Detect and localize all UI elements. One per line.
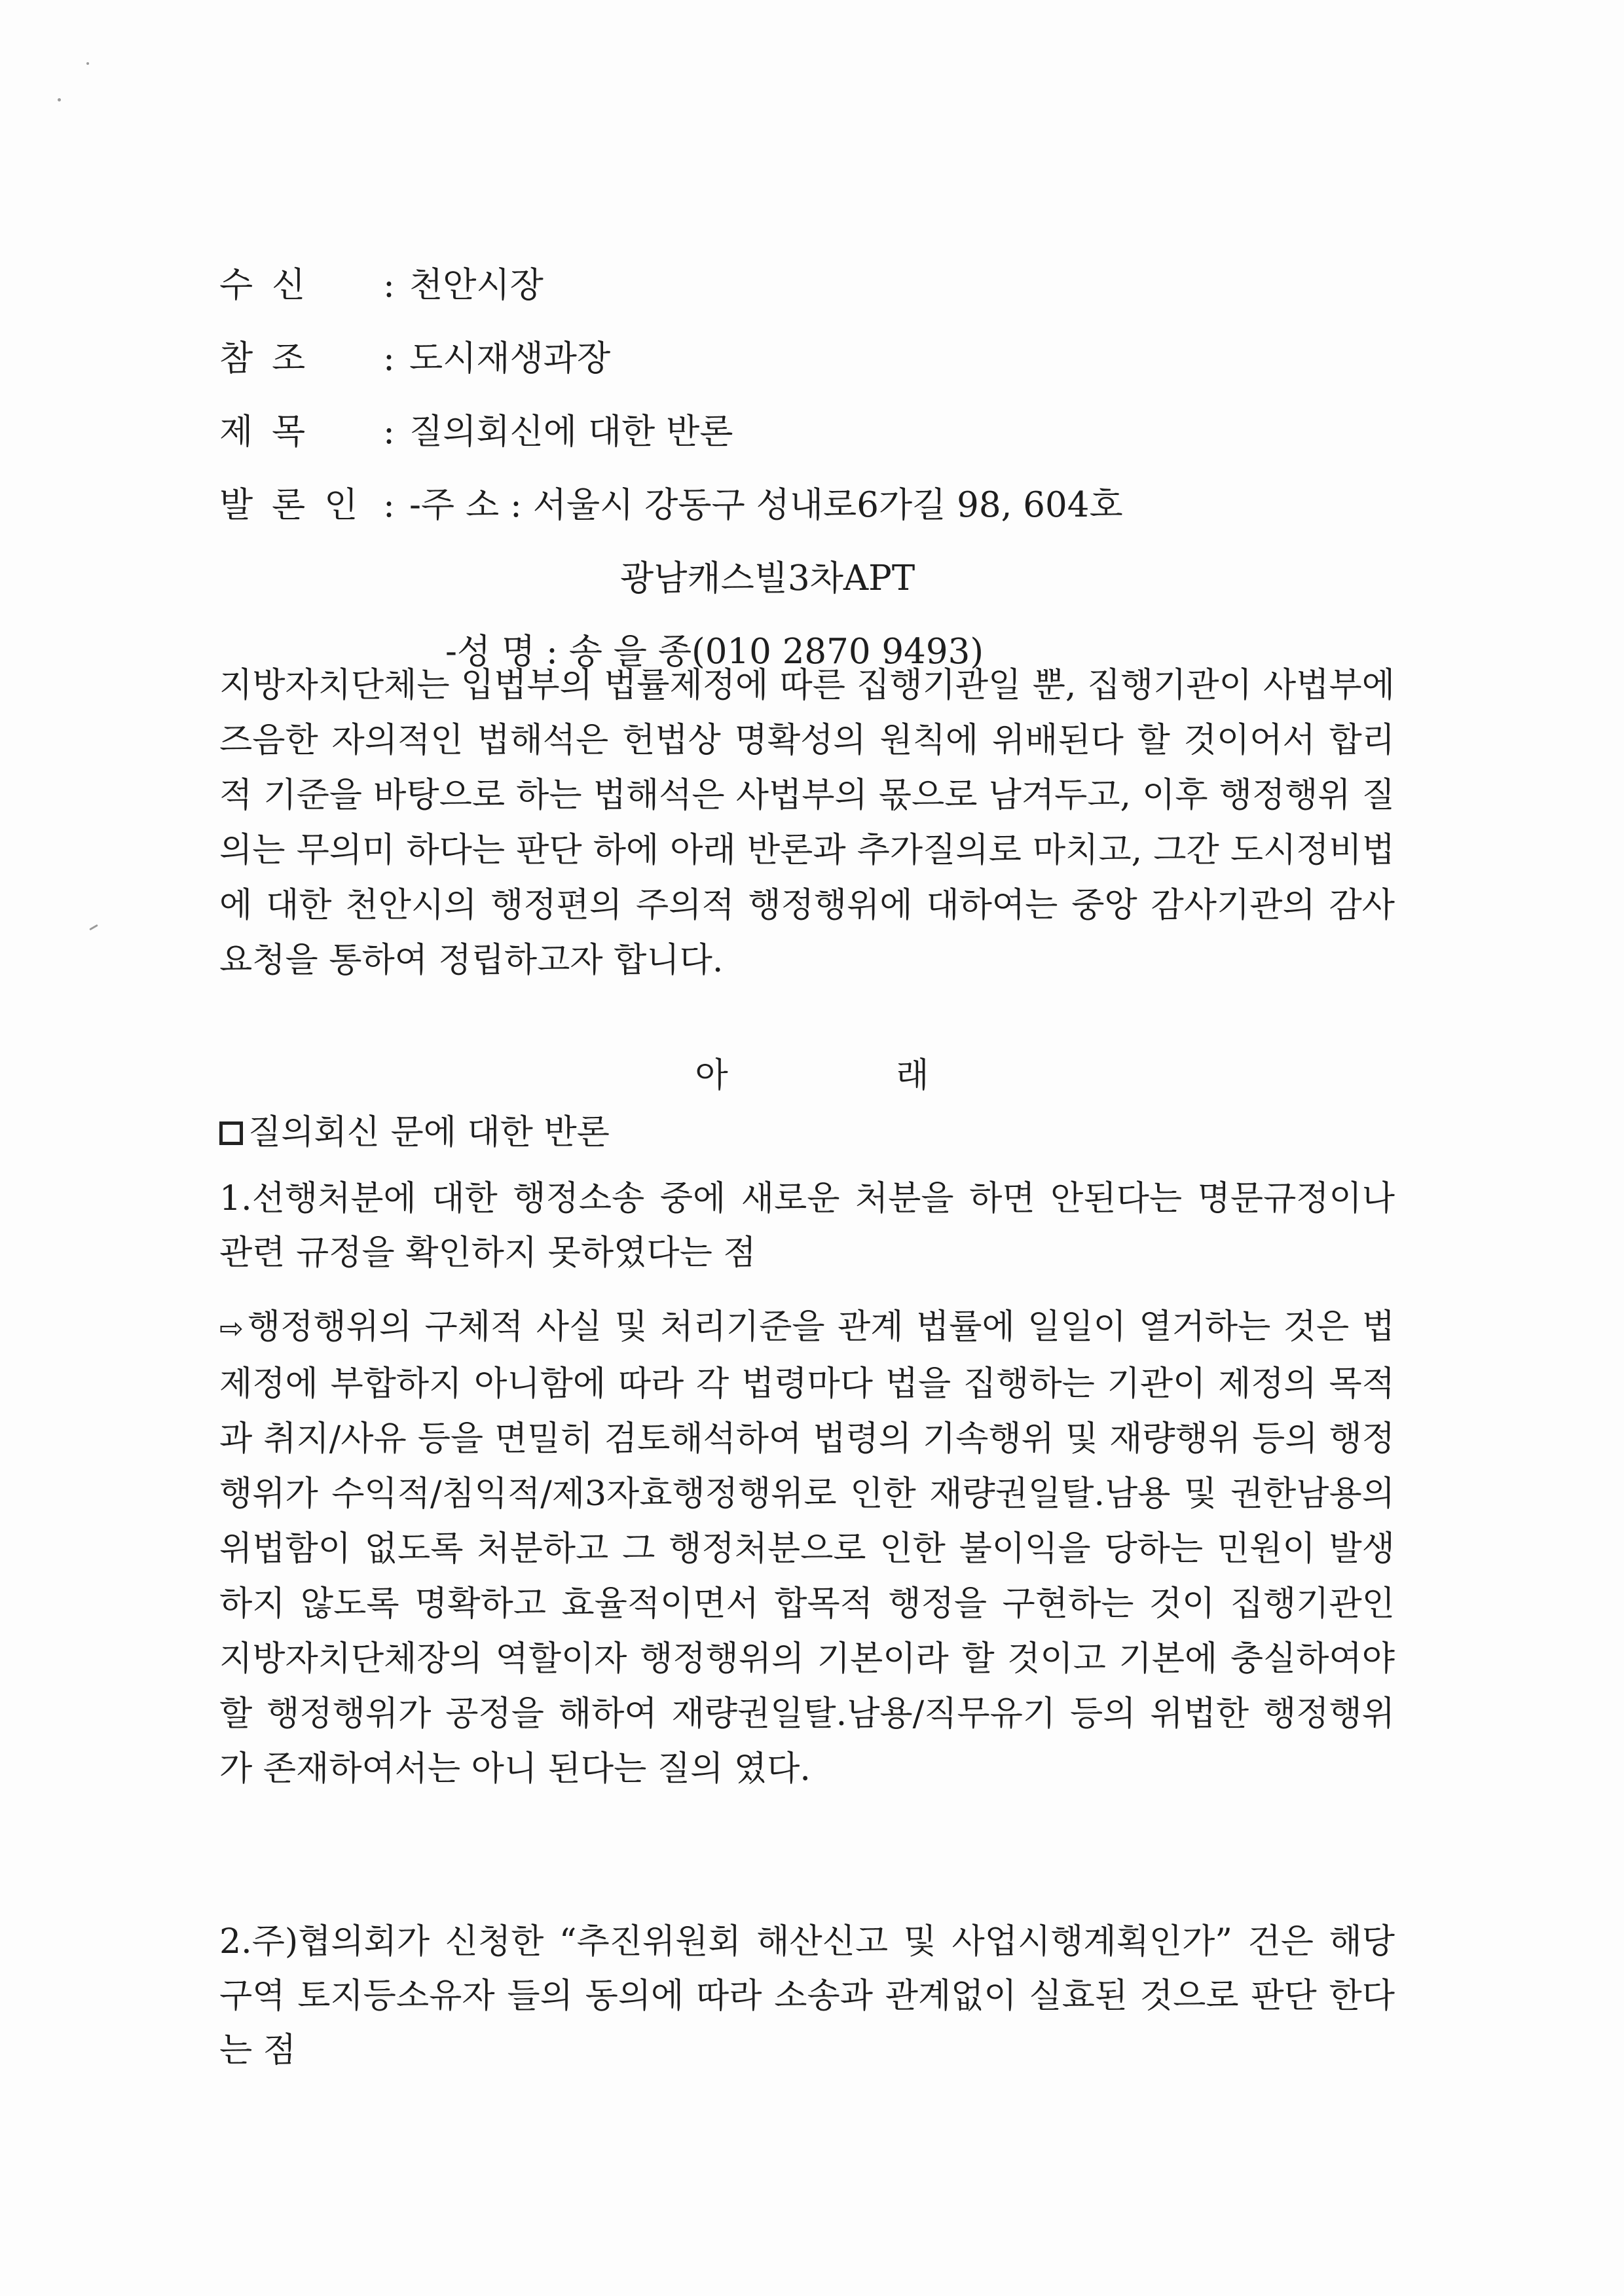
subject-label: 제 목: [219, 412, 310, 452]
recipient-label: 수 신: [219, 265, 310, 305]
subject-row: [219, 395, 1431, 469]
address-line2-row: [219, 542, 1431, 615]
reference-value: 도시재생과장: [409, 338, 611, 378]
reference-label: 참 조: [219, 338, 310, 378]
separator: :: [383, 412, 395, 452]
section-heading-text: 질의회신 문에 대한 반론: [248, 1113, 610, 1152]
separator: :: [510, 485, 522, 525]
arrow-right-icon: ⇨: [219, 1312, 244, 1345]
intro-text: 지방자치단체는 입법부의 법률제정에 따른 집행기관일 뿐, 집행기관이 사법부에 즈음한 자의적인 법해석은 헌법상 명확성의 원칙에 위배된다 할 것이어서 합리적 기준을 바탕으로 하는 법해석은 사법부의 몫으로 남겨두고, 이후 행정행위 질의는 무의미 하다는 판단 하에 아래 반론과 추가질의로 마치고, 그간 도시정비법에 대한 천안시의 행정편의 주의적 행정행위에 대하여는 중앙 감사기관의 감사요청을 통하여 정립하고자 합니다.: [219, 666, 1395, 980]
name-label: -성 명: [445, 632, 536, 672]
sender-address: [409, 469, 1123, 542]
separator: :: [383, 485, 395, 525]
address-line1: 서울시 강동구 성내로6가길 98, 604호: [532, 485, 1123, 525]
answer-1: [219, 1300, 1395, 1796]
recipient-value: 천안시장: [409, 265, 544, 305]
subject-value: 질의회신에 대한 반론: [409, 412, 733, 452]
letter-header: [219, 249, 1431, 689]
sender-label: 발 론 인: [219, 485, 362, 525]
name-value: 송 을 종(010 2870 9493): [568, 632, 984, 672]
scan-speck: [86, 62, 89, 65]
section-heading: [219, 1106, 610, 1159]
address-line2: 광남캐스빌3차APT: [620, 558, 915, 598]
address-label: -주 소: [409, 485, 500, 525]
below-title: 아 래: [695, 1056, 1008, 1095]
recipient-row: [219, 249, 1431, 322]
item-2-text: 2.주)협의회가 신청한 “추진위원회 해산신고 및 사업시행계획인가” 건은 해당구역 토지등소유자 들의 동의에 따라 소송과 관계없이 실효된 것으로 판단 한다는 점: [219, 1922, 1395, 2070]
answer-1-text: 행정행위의 구체적 사실 및 처리기준을 관계 법률에 일일이 열거하는 것은 법제정에 부합하지 아니함에 따라 각 법령마다 법을 집행하는 기관이 제정의 목적과 취지/사유 등을 면밀히 검토해석하여 법령의 기속행위 및 재량행위 등의 행정행위가 수익적/침익적/제3자효행정행위로 인한 재량권일탈.남용 및 권한남용의 위법함이 없도록 처분하고 그 행정처분으로 인한 불이익을 당하는 민원이 발생하지 않도록 명확하고 효율적이면서 합목적 행정을 구현하는 것이 집행기관인 지방자치단체장의 역할이자 행정행위의 기본이라 할 것이고 기본에 충실하여야 할 행정행위가 공정을 해하여 재량권일탈.남용/직무유기 등의 위법한 행정행위가 존재하여서는 아니 된다는 질의 였다.: [219, 1307, 1395, 1789]
intro-paragraph: [219, 658, 1395, 988]
item-1: [219, 1172, 1395, 1281]
separator: :: [383, 338, 395, 378]
item-1-text: 1.선행처분에 대한 행정소송 중에 새로운 처분을 하면 안된다는 명문규정이나 관련 규정을 확인하지 못하였다는 점: [219, 1179, 1395, 1273]
reference-row: [219, 322, 1431, 395]
scan-speck: [89, 924, 98, 931]
ballot-box-icon: [219, 1121, 243, 1145]
separator: :: [383, 265, 395, 305]
answer-1-paragraph: [219, 1300, 1395, 1796]
sender-row: [219, 469, 1431, 542]
scan-speck: [58, 98, 61, 101]
separator: :: [546, 632, 558, 672]
item-2: [219, 1915, 1395, 2078]
